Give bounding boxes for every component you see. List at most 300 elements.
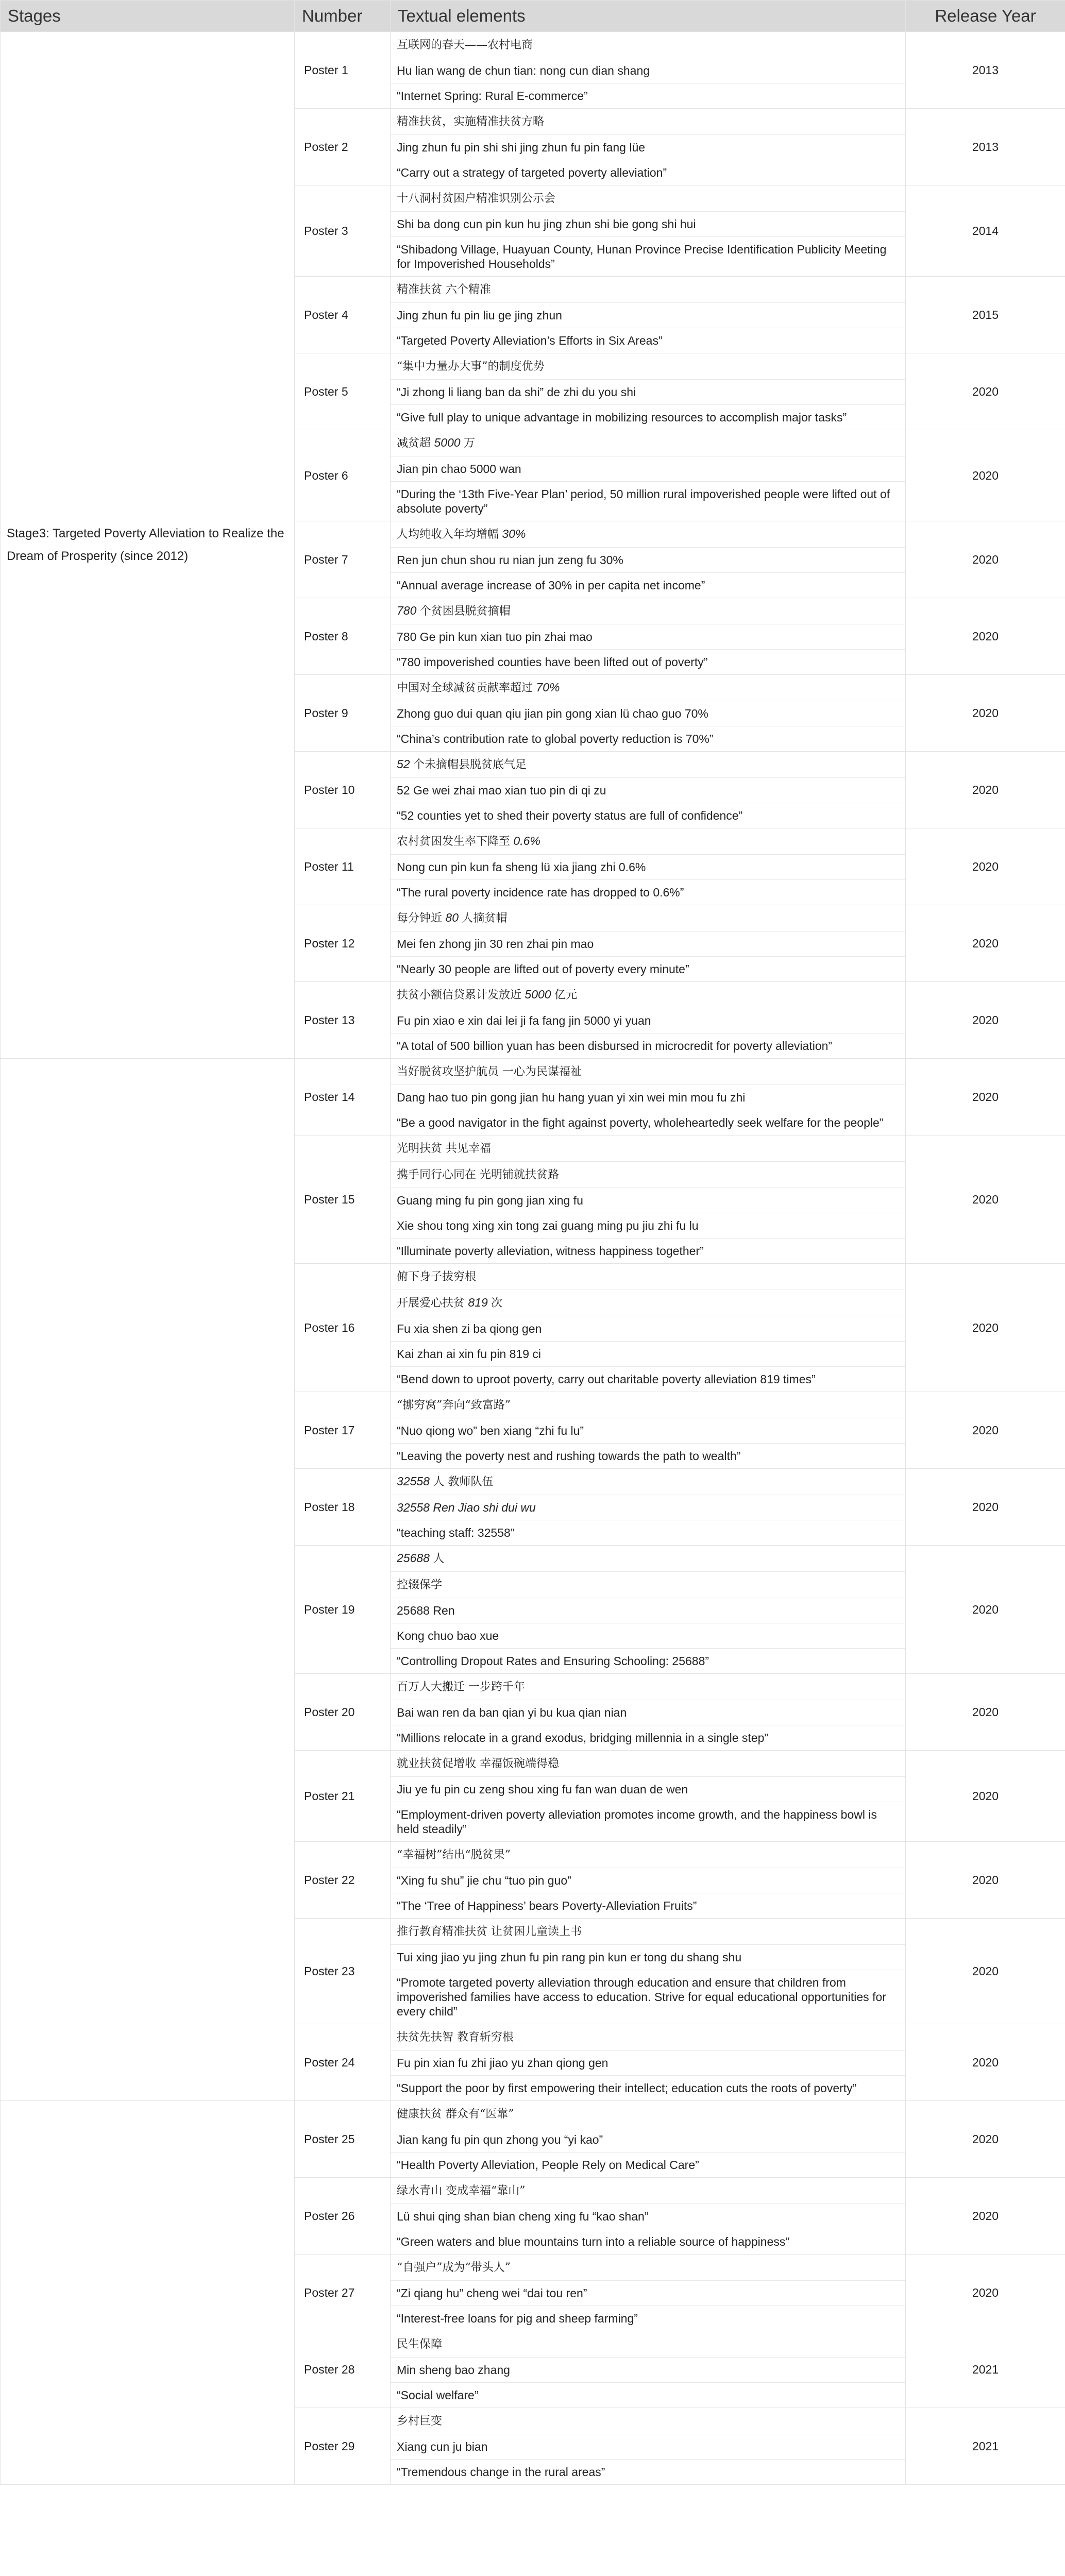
text-fragment: 819 (468, 1296, 488, 1309)
text-line (391, 624, 905, 650)
textual-elements (391, 2024, 906, 2101)
text-fragment: “Carry out a strategy of targeted poverty alleviation” (397, 166, 667, 179)
text-line (391, 1136, 905, 1162)
text-fragment: 25688 (397, 1551, 430, 1565)
text-fragment: “Shibadong Village, Huayuan County, Hunan Province Precise Identification Publicity Meeting for Impoverished Households” (397, 243, 887, 270)
text-fragment: “集中力量办大事”的制度优势 (397, 360, 545, 373)
text-line (391, 1290, 905, 1316)
textual-elements (391, 2255, 906, 2331)
text-fragment: 开展爱心扶贫 (397, 1297, 465, 1310)
release-year: 2020 (906, 1392, 1065, 1469)
text-fragment: “Millions relocate in a grand exodus, bridging millennia in a single step” (397, 1731, 769, 1744)
text-fragment: 人 教师队伍 (433, 1476, 494, 1488)
release-year: 2021 (906, 2331, 1065, 2408)
text-fragment: Ren jun chun shou ru nian jun zeng fu 30% (397, 553, 623, 567)
text-fragment: 精准扶贫 六个精准 (397, 283, 491, 296)
release-year: 2020 (906, 1546, 1065, 1674)
text-line (391, 430, 905, 456)
poster-number: Poster 28 (295, 2331, 391, 2408)
text-fragment: “Illuminate poverty alleviation, witness happiness together” (397, 1244, 704, 1258)
release-year: 2020 (906, 1751, 1065, 1842)
text-line (391, 277, 905, 303)
text-fragment: Hu lian wang de chun tian: nong cun dian shang (397, 64, 650, 77)
textual-elements (391, 1751, 906, 1842)
poster-number: Poster 7 (295, 521, 391, 598)
textual-elements (391, 2101, 906, 2178)
text-fragment: 民生保障 (397, 2338, 443, 2351)
text-line (391, 2408, 905, 2434)
text-line (391, 212, 905, 237)
text-line (391, 58, 905, 83)
poster-number: Poster 3 (295, 185, 391, 277)
text-fragment: 农村贫困发生率下降至 (397, 835, 511, 848)
poster-number: Poster 8 (295, 598, 391, 675)
text-fragment: “Targeted Poverty Alleviation’s Efforts in Six Areas” (397, 334, 663, 347)
header-release-year: Release Year (906, 1, 1065, 32)
text-fragment: “Green waters and blue mountains turn into a reliable source of happiness” (397, 2235, 789, 2248)
text-fragment: 扶贫先扶智 教育斩穷根 (397, 2031, 514, 2044)
text-fragment: “Interest-free loans for pig and sheep farming” (397, 2312, 638, 2325)
release-year: 2020 (906, 905, 1065, 982)
text-line (391, 1495, 905, 1520)
text-fragment: 就业扶贫促增收 幸福饭碗端得稳 (397, 1757, 559, 1770)
text-fragment: “Xing fu shu” jie chu “tuo pin guo” (397, 1874, 571, 1887)
release-year: 2020 (906, 982, 1065, 1059)
text-fragment: “A total of 500 billion yuan has been disbursed in microcredit for poverty alleviation” (397, 1039, 833, 1053)
text-fragment: Fu pin xiao e xin dai lei ji fa fang jin 5000 yi yuan (397, 1014, 651, 1027)
text-fragment: Bai wan ren da ban qian yi bu kua qian nian (397, 1706, 627, 1719)
text-fragment: Guang ming fu pin gong jian xing fu (397, 1194, 583, 1207)
text-fragment: 精准扶贫，实施精准扶贫方略 (397, 115, 545, 128)
text-line (391, 1572, 905, 1598)
text-line (391, 675, 905, 701)
poster-number: Poster 21 (295, 1751, 391, 1842)
text-line (391, 931, 905, 957)
text-fragment: 780 (397, 604, 417, 617)
textual-elements (391, 1674, 906, 1751)
text-fragment: “Tremendous change in the rural areas” (397, 2465, 605, 2479)
text-fragment: 5000 (525, 988, 551, 1001)
text-line (391, 1085, 905, 1110)
text-fragment: 780 Ge pin kun xian tuo pin zhai mao (397, 630, 593, 643)
text-line (391, 2306, 905, 2331)
release-year: 2020 (906, 1136, 1065, 1264)
text-fragment: 当好脱贫攻坚护航员 一心为民谋福祉 (397, 1065, 582, 1078)
text-fragment: Min sheng bao zhang (397, 2363, 510, 2377)
release-year: 2020 (906, 1919, 1065, 2024)
poster-number: Poster 24 (295, 2024, 391, 2101)
poster-number: Poster 29 (295, 2408, 391, 2485)
release-year: 2020 (906, 353, 1065, 430)
text-line (391, 160, 905, 185)
release-year: 2020 (906, 1059, 1065, 1136)
release-year: 2015 (906, 277, 1065, 353)
text-line (391, 1700, 905, 1725)
text-line (391, 905, 905, 931)
text-line (391, 1033, 905, 1058)
text-line (391, 1842, 905, 1868)
text-fragment: 绿水青山 变成幸福“靠山” (397, 2184, 526, 2197)
text-line (391, 482, 905, 521)
text-fragment: 个未摘帽县脱贫底气足 (413, 758, 527, 771)
table-row (1, 1059, 1065, 1136)
text-line (391, 380, 905, 405)
text-fragment: Xiang cun ju bian (397, 2440, 488, 2453)
text-fragment: 每分钟近 (397, 912, 443, 925)
text-line (391, 135, 905, 160)
textual-elements (391, 109, 906, 185)
text-line (391, 2204, 905, 2229)
text-line (391, 1239, 905, 1263)
header-number: Number (295, 1, 391, 32)
poster-number: Poster 13 (295, 982, 391, 1059)
text-fragment: “Support the poor by first empowering their intellect; education cuts the roots of poverty” (397, 2081, 857, 2095)
text-fragment: Kong chuo bao xue (397, 1629, 499, 1642)
poster-number: Poster 14 (295, 1059, 391, 1136)
text-line (391, 1213, 905, 1239)
text-line (391, 32, 905, 58)
text-fragment: 健康扶贫 群众有“医靠” (397, 2108, 514, 2121)
poster-number: Poster 12 (295, 905, 391, 982)
text-line (391, 2024, 905, 2050)
text-fragment: 32558 Ren Jiao shi dui wu (397, 1501, 536, 1514)
text-line (391, 1893, 905, 1918)
text-fragment: Jing zhun fu pin shi shi jing zhun fu pin fang lüe (397, 141, 646, 154)
text-fragment: Jian kang fu pin qun zhong you “yi kao” (397, 2133, 603, 2146)
text-fragment: Zhong guo dui quan qiu jian pin gong xian lü chao guo 70% (397, 707, 708, 720)
poster-number: Poster 4 (295, 277, 391, 353)
text-line (391, 2460, 905, 2484)
text-line (391, 2101, 905, 2127)
text-fragment: Fu xia shen zi ba qiong gen (397, 1322, 542, 1335)
poster-number: Poster 25 (295, 2101, 391, 2178)
text-fragment: “挪穷窝”奔向“致富路” (397, 1399, 511, 1412)
text-line (391, 1725, 905, 1750)
text-fragment: “780 impoverished counties have been lifted out of poverty” (397, 655, 708, 669)
text-fragment: 30% (502, 527, 526, 540)
text-line (391, 1649, 905, 1673)
text-fragment: Jiu ye fu pin cu zeng shou xing fu fan wan duan de wen (397, 1783, 688, 1796)
text-line (391, 83, 905, 108)
poster-number: Poster 11 (295, 828, 391, 905)
textual-elements (391, 277, 906, 353)
text-line (391, 1919, 905, 1945)
text-fragment: “Ji zhong li liang ban da shi” de zhi du you shi (397, 385, 636, 399)
text-fragment: “Bend down to uproot poverty, carry out charitable poverty alleviation 819 times” (397, 1372, 816, 1386)
text-line (391, 1623, 905, 1649)
text-line (391, 957, 905, 981)
text-fragment: “The rural poverty incidence rate has dropped to 0.6%” (397, 886, 684, 899)
textual-elements (391, 1919, 906, 2024)
release-year: 2020 (906, 1264, 1065, 1392)
text-line (391, 2255, 905, 2281)
stage-cell: Stage3: Targeted Poverty Alleviation to Realize the Dream of Prosperity (since 2012) (1, 32, 295, 1059)
text-fragment: “Promote targeted poverty alleviation through education and ensure that children from impoverished families have access to education. Strive for equal educational opportunities for every child” (397, 1976, 886, 2018)
poster-number: Poster 19 (295, 1546, 391, 1674)
text-fragment: 光明扶贫 共见幸福 (397, 1142, 491, 1155)
textual-elements (391, 828, 906, 905)
text-line (391, 2050, 905, 2076)
text-fragment: 互联网的春天——农村电商 (397, 39, 533, 52)
textual-elements (391, 982, 906, 1059)
header-textual-elements: Textual elements (391, 1, 906, 32)
text-fragment: “Internet Spring: Rural E-commerce” (397, 89, 588, 103)
textual-elements (391, 32, 906, 109)
text-fragment: “52 counties yet to shed their poverty status are full of confidence” (397, 809, 743, 822)
text-line (391, 2178, 905, 2204)
poster-number: Poster 26 (295, 2178, 391, 2255)
release-year: 2021 (906, 2408, 1065, 2485)
poster-number: Poster 9 (295, 675, 391, 752)
release-year: 2020 (906, 598, 1065, 675)
text-fragment: “Give full play to unique advantage in mobilizing resources to accomplish major tasks” (397, 411, 847, 424)
text-line (391, 1264, 905, 1290)
text-line (391, 2281, 905, 2306)
text-fragment: 人 (433, 1552, 445, 1565)
text-fragment: Dang hao tuo pin gong jian hu hang yuan yi xin wei min mou fu zhi (397, 1091, 746, 1104)
text-line (391, 521, 905, 548)
release-year: 2020 (906, 828, 1065, 905)
text-fragment: Jing zhun fu pin liu ge jing zhun (397, 309, 562, 322)
release-year: 2020 (906, 1674, 1065, 1751)
text-fragment: “teaching staff: 32558” (397, 1526, 515, 1539)
text-line (391, 1546, 905, 1572)
text-fragment: 5000 (434, 436, 461, 449)
poster-number: Poster 16 (295, 1264, 391, 1392)
text-line (391, 1945, 905, 1970)
release-year: 2020 (906, 1842, 1065, 1919)
text-line (391, 1520, 905, 1545)
text-line (391, 1970, 905, 2024)
text-fragment: Xie shou tong xing xin tong zai guang ming pu jiu zhi fu lu (397, 1219, 699, 1232)
release-year: 2020 (906, 2024, 1065, 2101)
release-year: 2020 (906, 1469, 1065, 1546)
text-line (391, 1392, 905, 1418)
text-fragment: Mei fen zhong jin 30 ren zhai pin mao (397, 937, 594, 951)
textual-elements (391, 1842, 906, 1919)
text-line (391, 1444, 905, 1468)
text-fragment: 25688 Ren (397, 1604, 455, 1617)
text-fragment: 次 (491, 1297, 503, 1310)
text-fragment: 推行教育精准扶贫 让贫困儿童读上书 (397, 1925, 582, 1938)
poster-number: Poster 22 (295, 1842, 391, 1919)
text-fragment: “The ‘Tree of Happiness’ bears Poverty-Alleviation Fruits” (397, 1899, 697, 1912)
text-fragment: 人摘贫帽 (462, 912, 508, 925)
stage-cell (1, 1059, 295, 2101)
text-fragment: “幸福树”结出“脱贫果” (397, 1849, 511, 1861)
text-line (391, 650, 905, 674)
text-line (391, 2076, 905, 2100)
textual-elements (391, 1392, 906, 1469)
table-row (1, 32, 1065, 109)
text-line (391, 237, 905, 276)
text-fragment: 亿元 (554, 989, 577, 1002)
text-fragment: “Health Poverty Alleviation, People Rely on Medical Care” (397, 2158, 699, 2172)
text-line (391, 1008, 905, 1033)
text-line (391, 752, 905, 778)
poster-number: Poster 6 (295, 430, 391, 521)
text-fragment: “During the ‘13th Five-Year Plan’ period, 50 million rural impoverished people were lifted out of absolute poverty” (397, 487, 890, 515)
poster-number: Poster 18 (295, 1469, 391, 1546)
poster-number: Poster 1 (295, 32, 391, 109)
text-line (391, 1418, 905, 1444)
poster-number: Poster 17 (295, 1392, 391, 1469)
poster-number: Poster 10 (295, 752, 391, 828)
release-year: 2020 (906, 752, 1065, 828)
textual-elements (391, 353, 906, 430)
text-fragment: Shi ba dong cun pin kun hu jing zhun shi bie gong shi hui (397, 217, 696, 231)
text-fragment: 俯下身子拔穷根 (397, 1270, 477, 1283)
text-fragment: “Nuo qiong wo” ben xiang “zhi fu lu” (397, 1424, 584, 1437)
header-stages: Stages (1, 1, 295, 32)
text-line (391, 982, 905, 1008)
text-line (391, 701, 905, 726)
text-line (391, 1751, 905, 1777)
text-fragment: “自强户”成为“带头人” (397, 2261, 511, 2274)
text-line (391, 778, 905, 803)
text-line (391, 1868, 905, 1893)
text-fragment: Fu pin xian fu zhi jiao yu zhan qiong gen (397, 2056, 608, 2070)
text-fragment: Kai zhan ai xin fu pin 819 ci (397, 1347, 542, 1361)
text-fragment: “Annual average increase of 30% in per capita net income” (397, 579, 705, 592)
text-fragment: 减贫超 (397, 437, 431, 450)
textual-elements (391, 1546, 906, 1674)
release-year: 2013 (906, 109, 1065, 185)
table-row (1, 2101, 1065, 2178)
text-line (391, 1674, 905, 1700)
text-line (391, 1367, 905, 1392)
text-line (391, 828, 905, 855)
text-fragment: 个贫困县脱贫摘帽 (419, 605, 511, 618)
text-fragment: Jian pin chao 5000 wan (397, 462, 521, 476)
textual-elements (391, 2408, 906, 2485)
text-fragment: “Nearly 30 people are lifted out of poverty every minute” (397, 962, 689, 976)
text-line (391, 1162, 905, 1188)
text-line (391, 726, 905, 751)
poster-number: Poster 5 (295, 353, 391, 430)
text-line (391, 1342, 905, 1367)
textual-elements (391, 2178, 906, 2255)
text-fragment: 70% (536, 681, 560, 694)
text-fragment: 乡村巨变 (397, 2415, 443, 2428)
table-body (1, 32, 1065, 2485)
stage-cell (1, 2101, 295, 2485)
textual-elements (391, 598, 906, 675)
text-fragment: 52 (397, 757, 410, 771)
text-line (391, 2229, 905, 2254)
text-fragment: 十八洞村贫困户精准识别公示会 (397, 192, 556, 205)
release-year: 2020 (906, 2101, 1065, 2178)
release-year: 2020 (906, 430, 1065, 521)
text-fragment: 80 (445, 911, 459, 924)
textual-elements (391, 185, 906, 277)
poster-number: Poster 20 (295, 1674, 391, 1751)
text-line (391, 2127, 905, 2153)
text-fragment: Nong cun pin kun fa sheng lü xia jiang zhi 0.6% (397, 860, 646, 874)
text-fragment: “Controlling Dropout Rates and Ensuring Schooling: 25688” (397, 1654, 709, 1668)
text-line (391, 1188, 905, 1213)
textual-elements (391, 1059, 906, 1136)
text-fragment: 百万人大搬迁 一步跨千年 (397, 1681, 525, 1693)
release-year: 2020 (906, 675, 1065, 752)
text-line (391, 548, 905, 573)
text-line (391, 2358, 905, 2383)
textual-elements (391, 752, 906, 828)
poster-number: Poster 23 (295, 1919, 391, 2024)
text-line (391, 2434, 905, 2460)
text-line (391, 803, 905, 828)
text-line (391, 1777, 905, 1802)
text-fragment: 52 Ge wei zhai mao xian tuo pin di qi zu (397, 784, 606, 797)
text-fragment: 0.6% (513, 834, 540, 848)
release-year: 2020 (906, 521, 1065, 598)
text-line (391, 303, 905, 328)
header-row (1, 1, 1065, 32)
release-year: 2013 (906, 32, 1065, 109)
release-year: 2020 (906, 2178, 1065, 2255)
release-year: 2020 (906, 2255, 1065, 2331)
text-line (391, 2153, 905, 2177)
text-fragment: 携手同行心同在 光明铺就扶贫路 (397, 1168, 559, 1181)
text-line (391, 328, 905, 353)
text-line (391, 109, 905, 135)
textual-elements (391, 1469, 906, 1546)
text-fragment: “Be a good navigator in the fight against poverty, wholeheartedly seek welfare for the people” (397, 1116, 884, 1129)
text-line (391, 2383, 905, 2408)
text-line (391, 405, 905, 430)
text-line (391, 2331, 905, 2358)
text-line (391, 855, 905, 880)
text-line (391, 598, 905, 624)
text-fragment: “Employment-driven poverty alleviation promotes income growth, and the happiness bowl is held steadily” (397, 1808, 877, 1836)
textual-elements (391, 2331, 906, 2408)
text-line (391, 353, 905, 380)
text-line (391, 1802, 905, 1841)
text-line (391, 880, 905, 905)
release-year: 2014 (906, 185, 1065, 277)
text-line (391, 456, 905, 482)
poster-number: Poster 2 (295, 109, 391, 185)
text-line (391, 573, 905, 598)
text-fragment: Tui xing jiao yu jing zhun fu pin rang pin kun er tong du shang shu (397, 1951, 742, 1964)
text-line (391, 1469, 905, 1495)
textual-elements (391, 675, 906, 752)
textual-elements (391, 521, 906, 598)
text-fragment: 控辍保学 (397, 1579, 443, 1591)
textual-elements (391, 1136, 906, 1264)
text-line (391, 1316, 905, 1342)
text-fragment: “Leaving the poverty nest and rushing towards the path to wealth” (397, 1449, 741, 1463)
textual-elements (391, 1264, 906, 1392)
text-line (391, 1110, 905, 1135)
textual-elements (391, 905, 906, 982)
text-fragment: “Social welfare” (397, 2388, 479, 2402)
text-line (391, 1059, 905, 1085)
text-fragment: 万 (463, 437, 475, 450)
text-fragment: 扶贫小额信贷累计发放近 (397, 989, 522, 1002)
poster-number: Poster 27 (295, 2255, 391, 2331)
text-fragment: 中国对全球减贫贡献率超过 (397, 682, 533, 694)
text-fragment: 人均纯收入年均增幅 (397, 528, 499, 541)
text-fragment: “Zi qiang hu” cheng wei “dai tou ren” (397, 2286, 587, 2300)
text-fragment: 32558 (397, 1475, 430, 1488)
text-fragment: Lü shui qing shan bian cheng xing fu “kao shan” (397, 2210, 649, 2223)
text-fragment: “China’s contribution rate to global poverty reduction is 70%” (397, 732, 714, 745)
text-line (391, 1598, 905, 1623)
textual-elements (391, 430, 906, 521)
poster-number: Poster 15 (295, 1136, 391, 1264)
text-line (391, 185, 905, 212)
